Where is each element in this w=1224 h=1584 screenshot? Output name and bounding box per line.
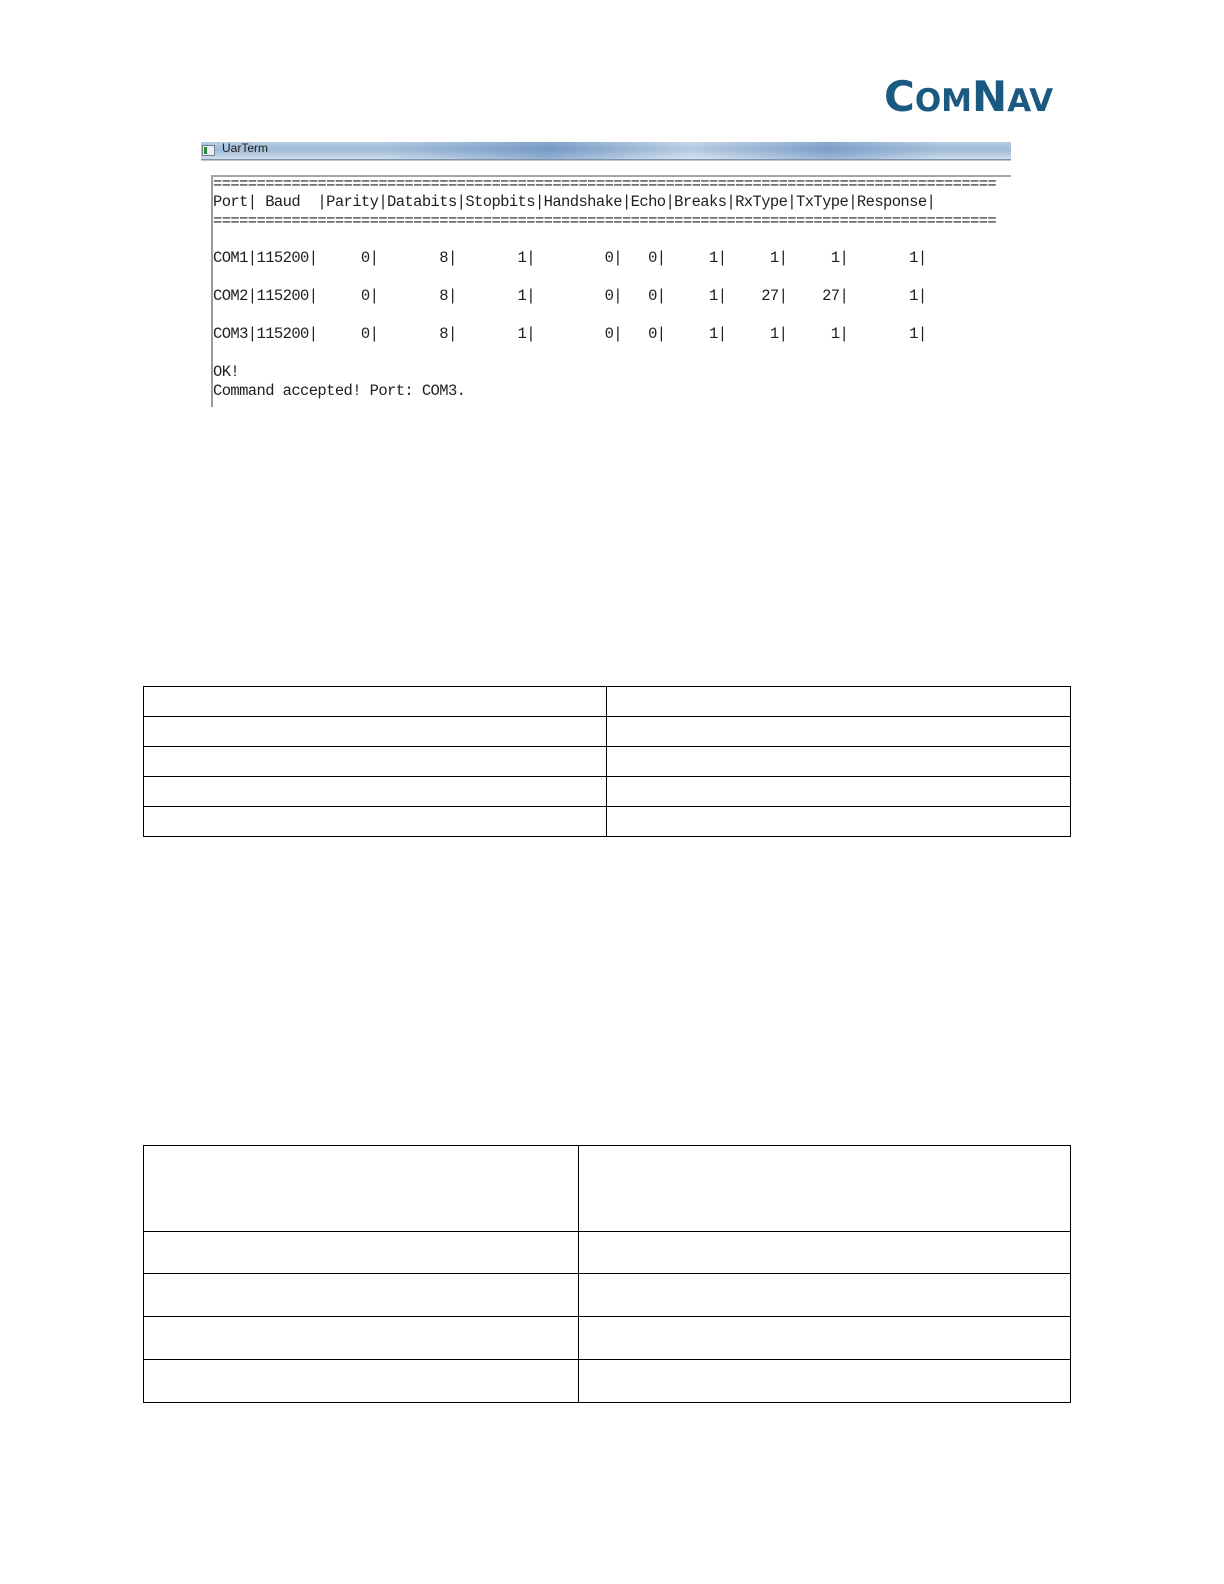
table-cell [607,747,1071,777]
table-row [144,777,1071,807]
separator-line-top: ========================================================================================== [213,175,997,193]
table-cell [144,687,607,717]
port-row-com2: COM2|115200| 0| 8| 1| 0| 0| 1| 27| 27| 1| [213,287,927,305]
window-title-bar[interactable] [201,142,1011,160]
status-message: Command accepted! Port: COM3. [213,382,466,400]
table-cell [607,687,1071,717]
table-row [144,1360,1071,1403]
separator-line-bottom: ========================================================================================== [213,212,997,230]
table-cell [579,1146,1071,1232]
uarterm-window [201,142,1011,408]
table-cell [607,777,1071,807]
table-cell [144,777,607,807]
table-row [144,1317,1071,1360]
table-cell [579,1360,1071,1403]
table-cell [144,1274,579,1317]
table-cell [579,1232,1071,1274]
table-cell [144,807,607,837]
terminal-app-icon [202,145,215,156]
table-row [144,717,1071,747]
table-cell [144,1360,579,1403]
status-ok: OK! [213,363,240,381]
table-row [144,807,1071,837]
table-cell [144,1146,579,1232]
terminal-text [213,175,997,400]
table-cell [579,1274,1071,1317]
port-row-com3: COM3|115200| 0| 8| 1| 0| 0| 1| 1| 1| 1| [213,325,927,343]
port-table-header: Port| Baud |Parity|Databits|Stopbits|Handshake|Echo|Breaks|RxType|TxType|Response| [213,193,936,211]
table-row [144,1274,1071,1317]
table-row [144,747,1071,777]
table-row [144,1232,1071,1274]
empty-table-1 [143,686,1071,837]
table-cell [607,717,1071,747]
table-cell [144,1232,579,1274]
table-cell [579,1317,1071,1360]
table-row [144,1146,1071,1232]
comnav-logo: COMNAV [884,72,1054,121]
table-cell [144,1317,579,1360]
table-row [144,687,1071,717]
table-cell [607,807,1071,837]
port-row-com1: COM1|115200| 0| 8| 1| 0| 0| 1| 1| 1| 1| [213,249,927,267]
window-title: UarTerm [222,142,269,155]
table-cell [144,717,607,747]
empty-table-2 [143,1145,1071,1403]
table-cell [144,747,607,777]
